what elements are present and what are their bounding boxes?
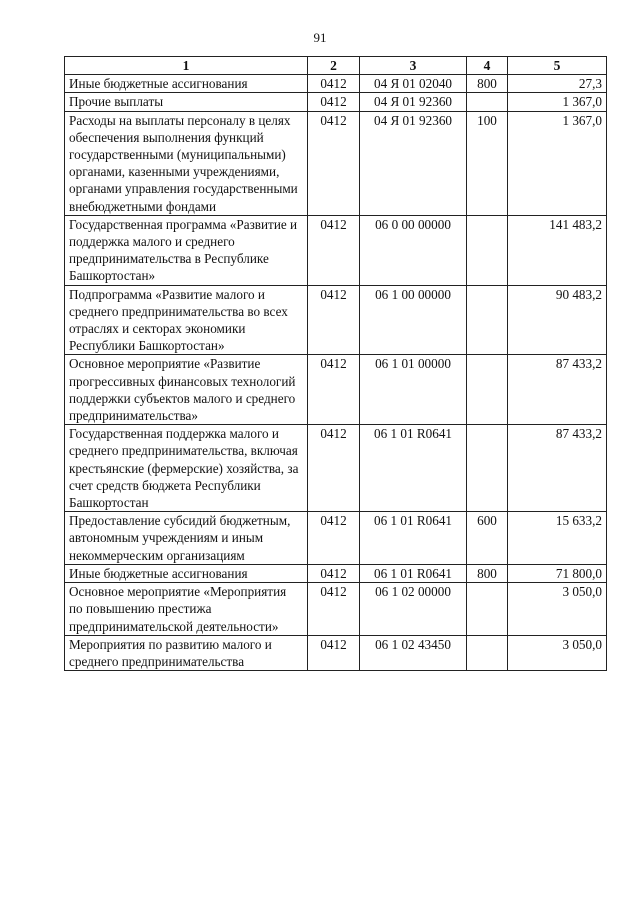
row-type (467, 425, 508, 512)
row-name: Государственная программа «Развитие и поддержка малого и среднего предпринимательства в Республике Башкортостан» (65, 215, 308, 285)
row-code: 04 Я 01 92360 (360, 93, 467, 111)
row-type (467, 285, 508, 355)
row-amount: 141 483,2 (508, 215, 607, 285)
column-header-1: 1 (65, 57, 308, 75)
row-name: Иные бюджетные ассигнования (65, 75, 308, 93)
row-name: Основное мероприятие «Развитие прогрессивных финансовых технологий поддержки субъектов малого и среднего предпринимательства» (65, 355, 308, 425)
page-number: 91 (313, 30, 327, 45)
row-amount: 71 800,0 (508, 564, 607, 582)
row-code: 06 1 01 00000 (360, 355, 467, 425)
table-row (65, 635, 607, 670)
row-section: 0412 (308, 75, 360, 93)
row-type: 800 (467, 75, 508, 93)
row-code: 06 1 02 00000 (360, 583, 467, 636)
table-row (65, 583, 607, 636)
row-section: 0412 (308, 635, 360, 670)
row-type (467, 93, 508, 111)
table-row (65, 425, 607, 512)
row-section: 0412 (308, 285, 360, 355)
row-code: 06 1 01 R0641 (360, 564, 467, 582)
row-name: Основное мероприятие «Мероприятия по повышению престижа предпринимательской деятельности» (65, 583, 308, 636)
row-name: Прочие выплаты (65, 93, 308, 111)
row-amount: 15 633,2 (508, 512, 607, 565)
row-amount: 3 050,0 (508, 583, 607, 636)
row-code: 06 1 00 00000 (360, 285, 467, 355)
row-section: 0412 (308, 215, 360, 285)
row-code: 04 Я 01 02040 (360, 75, 467, 93)
row-section: 0412 (308, 425, 360, 512)
row-code: 06 1 01 R0641 (360, 425, 467, 512)
row-name: Расходы на выплаты персоналу в целях обеспечения выполнения функций государственными (муниципальными) органами, казенными учреждениями, органами управления государственными внебюджетными фондами (65, 111, 308, 215)
table-row (65, 285, 607, 355)
table-row (65, 93, 607, 111)
table-row (65, 355, 607, 425)
row-type: 600 (467, 512, 508, 565)
row-type (467, 583, 508, 636)
row-name: Государственная поддержка малого и среднего предпринимательства, включая крестьянские (фермерские) хозяйства, за счет средств бюджета Республики Башкортостан (65, 425, 308, 512)
row-type: 100 (467, 111, 508, 215)
row-amount: 90 483,2 (508, 285, 607, 355)
column-header-2: 2 (308, 57, 360, 75)
row-amount: 27,3 (508, 75, 607, 93)
row-code: 06 0 00 00000 (360, 215, 467, 285)
row-type (467, 355, 508, 425)
row-section: 0412 (308, 111, 360, 215)
row-type (467, 215, 508, 285)
row-amount: 87 433,2 (508, 355, 607, 425)
table-row (65, 75, 607, 93)
table-row (65, 512, 607, 565)
budget-table (64, 56, 607, 671)
row-section: 0412 (308, 583, 360, 636)
table-row (65, 111, 607, 215)
row-amount: 3 050,0 (508, 635, 607, 670)
row-type: 800 (467, 564, 508, 582)
row-code: 06 1 01 R0641 (360, 512, 467, 565)
row-name: Подпрограмма «Развитие малого и среднего предпринимательства во всех отраслях и секторах экономики Республики Башкортостан» (65, 285, 308, 355)
row-section: 0412 (308, 93, 360, 111)
column-header-5: 5 (508, 57, 607, 75)
table-row (65, 215, 607, 285)
row-amount: 1 367,0 (508, 93, 607, 111)
row-code: 04 Я 01 92360 (360, 111, 467, 215)
column-header-3: 3 (360, 57, 467, 75)
column-header-4: 4 (467, 57, 508, 75)
row-name: Предоставление субсидий бюджетным, автономным учреждениям и иным некоммерческим организациям (65, 512, 308, 565)
row-code: 06 1 02 43450 (360, 635, 467, 670)
row-amount: 1 367,0 (508, 111, 607, 215)
row-name: Иные бюджетные ассигнования (65, 564, 308, 582)
row-section: 0412 (308, 355, 360, 425)
row-section: 0412 (308, 512, 360, 565)
row-amount: 87 433,2 (508, 425, 607, 512)
table-header-row (65, 57, 607, 75)
row-section: 0412 (308, 564, 360, 582)
row-name: Мероприятия по развитию малого и среднего предпринимательства (65, 635, 308, 670)
table-row (65, 564, 607, 582)
row-type (467, 635, 508, 670)
